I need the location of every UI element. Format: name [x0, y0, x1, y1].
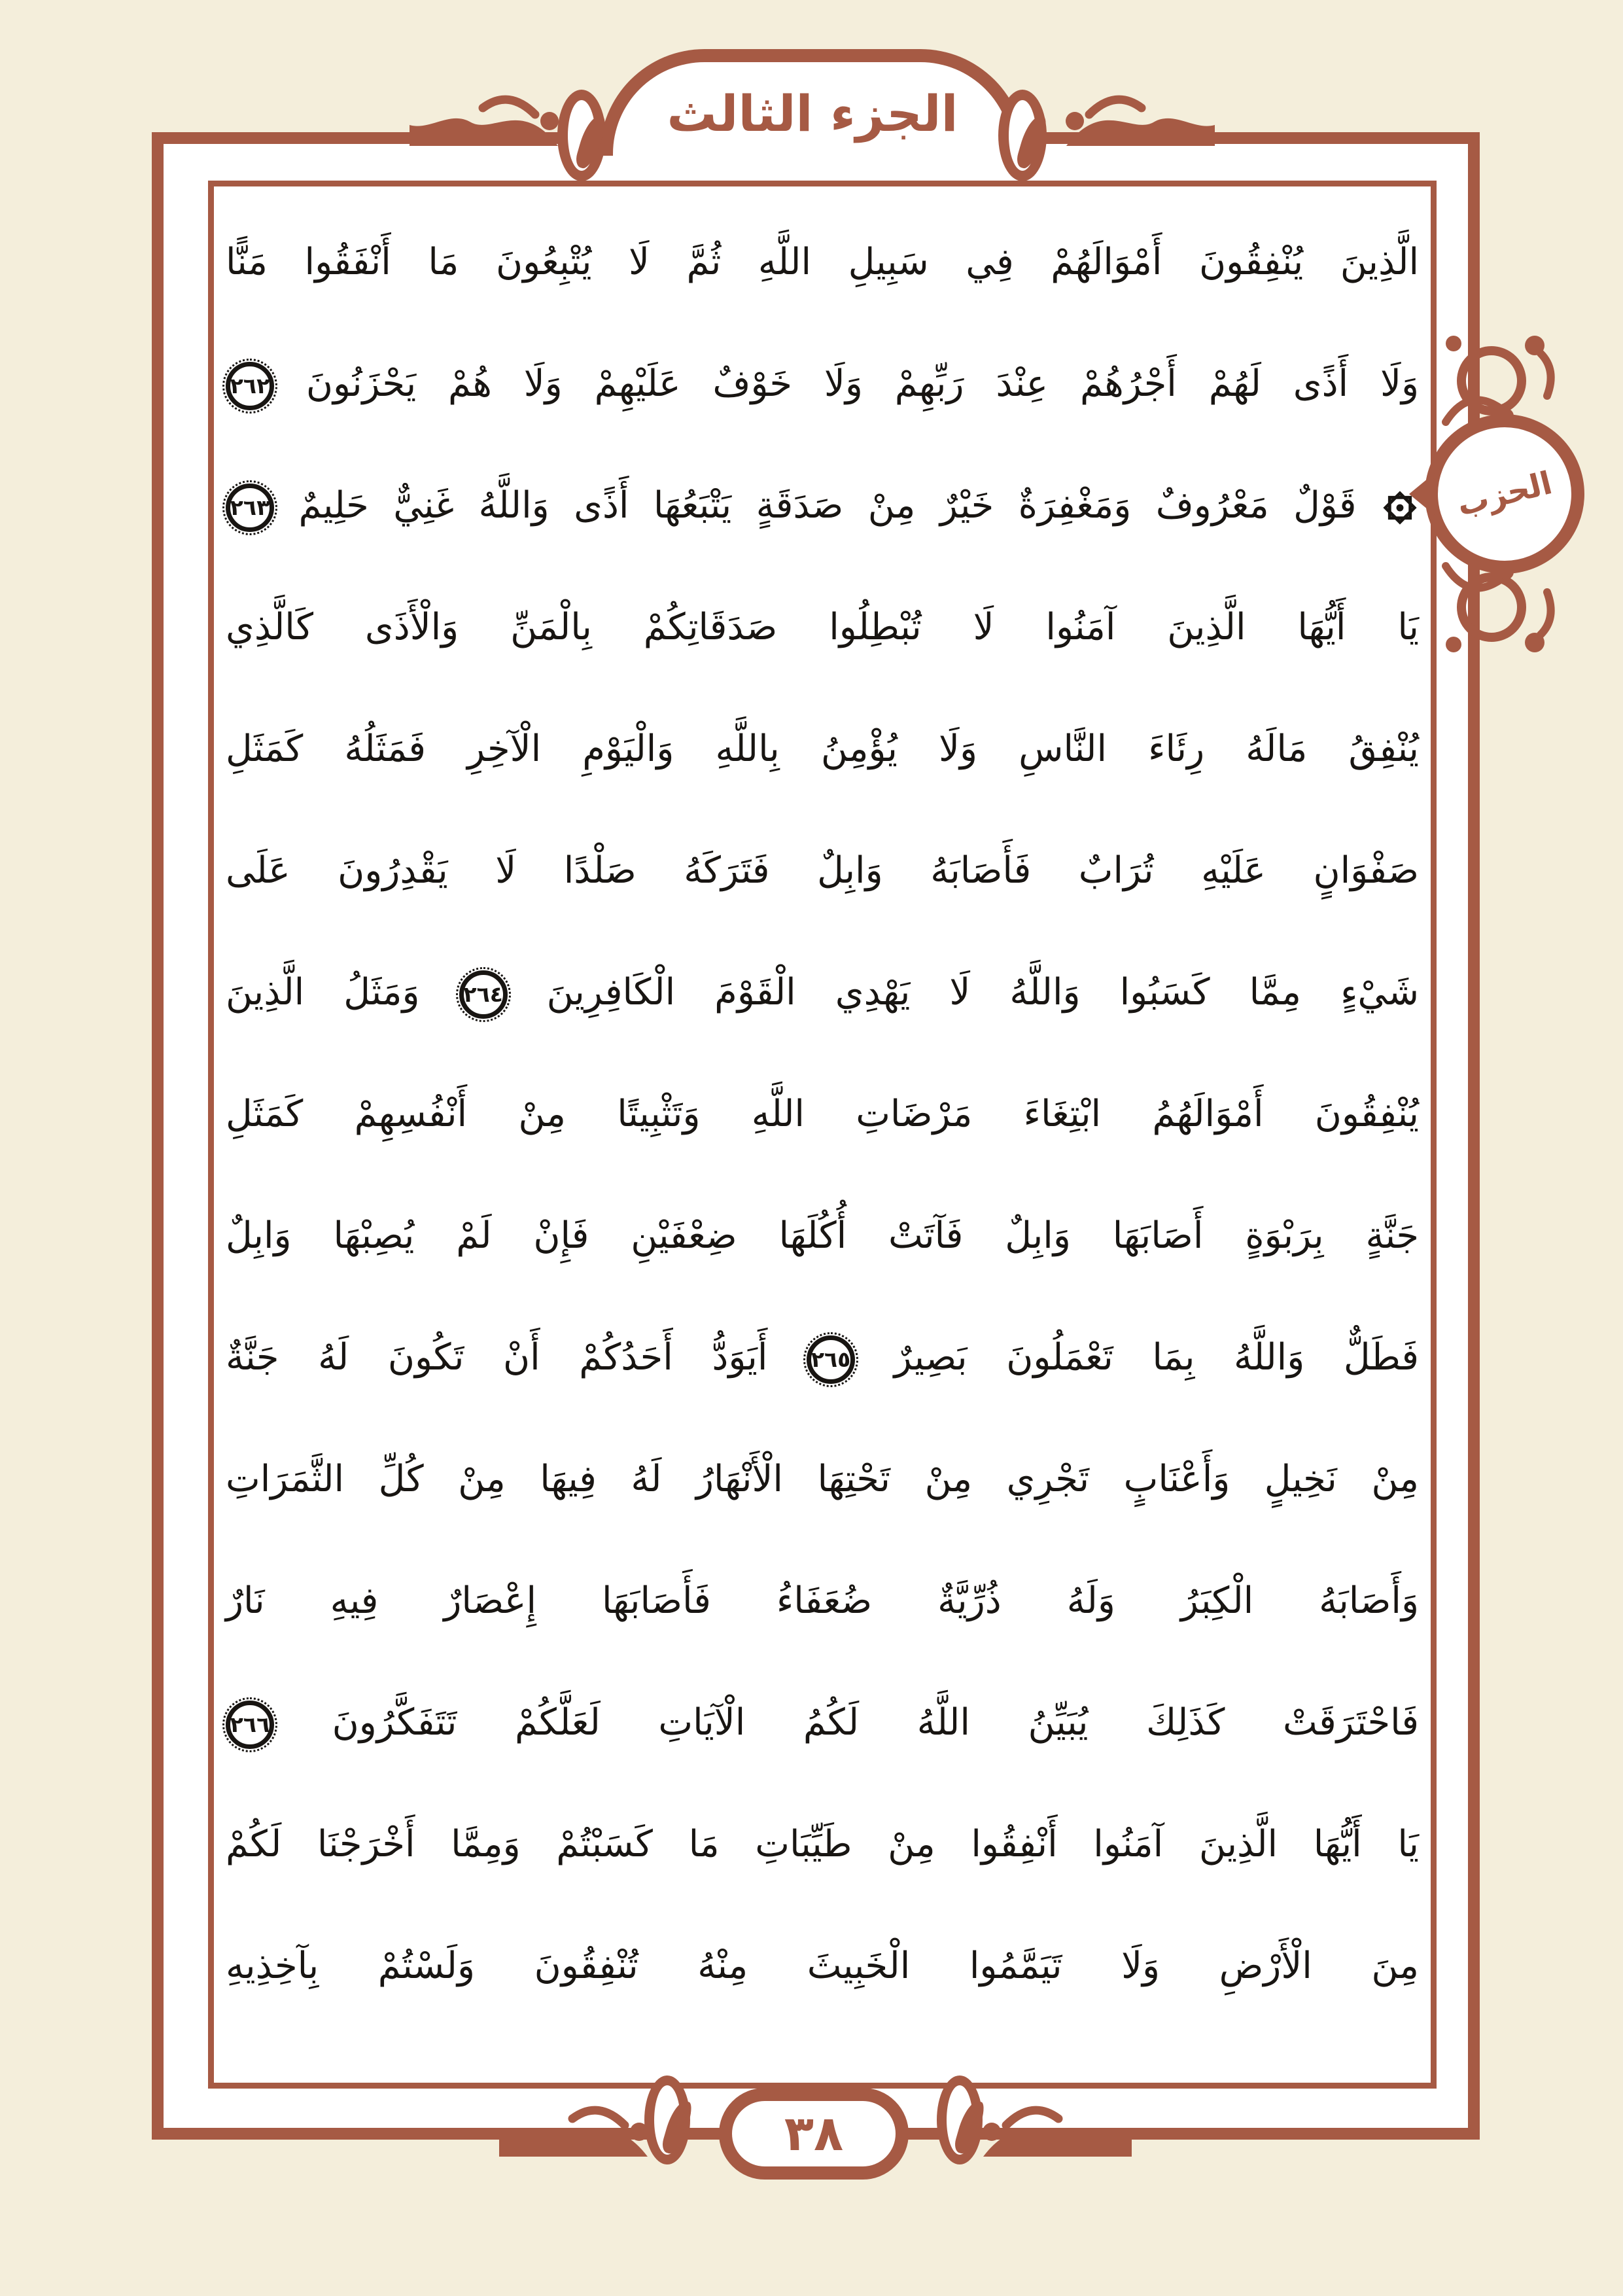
ayah-text: وَأَصَابَهُ الْكِبَرُ وَلَهُ ذُرِّيَّةٌ ضُعَفَاءُ فَأَصَابَهَا إِعْصَارٌ فِيهِ نَارٌ: [226, 1580, 1419, 1622]
quran-line: [226, 1540, 1419, 1662]
verse-number-badge: ٢٦٥: [807, 1335, 855, 1384]
page-number: ٣٨: [784, 2106, 844, 2162]
verse-number-badge: ٢٦٤: [459, 970, 508, 1019]
quran-line: [226, 1662, 1419, 1784]
quran-line: [226, 1297, 1419, 1419]
ayah-text: يَا أَيُّهَا الَّذِينَ آمَنُوا لَا تُبْطِلُوا صَدَقَاتِكُمْ بِالْمَنِّ وَالْأَذَى كَالَّذِي: [226, 606, 1419, 648]
footer-leaf-oval-icon: [937, 2075, 983, 2164]
verse-number-badge: ٢٦٦: [226, 1701, 274, 1749]
footer-leaf-oval-icon: [644, 2075, 690, 2164]
verse-number-badge: ٢٦٣: [226, 484, 274, 532]
juz-title: الجزء الثالث: [667, 84, 958, 143]
ayah-text: فَطَلٌّ وَاللَّهُ بِمَا تَعْمَلُونَ بَصِيرٌ: [894, 1336, 1419, 1379]
quran-line: [226, 202, 1419, 323]
quran-line: [226, 567, 1419, 688]
ayah-text: الَّذِينَ يُنْفِقُونَ أَمْوَالَهُمْ فِي سَبِيلِ اللَّهِ ثُمَّ لَا يُتْبِعُونَ مَا أَنْفَقُوا مَنًّا: [226, 241, 1419, 283]
hizb-medallion-label: الحزب: [1453, 465, 1556, 523]
header-flourish-icon: [1063, 69, 1220, 167]
ayah-text: يُنْفِقُ مَالَهُ رِئَاءَ النَّاسِ وَلَا يُؤْمِنُ بِاللَّهِ وَالْيَوْمِ الْآخِرِ فَمَثَلُهُ كَمَثَلِ: [226, 728, 1419, 770]
quran-line: [226, 1419, 1419, 1540]
ayah-text: يَا أَيُّهَا الَّذِينَ آمَنُوا أَنْفِقُوا مِنْ طَيِّبَاتِ مَا كَسَبْتُمْ وَمِمَّا أَخْرَجْنَا لَكُمْ: [226, 1823, 1419, 1865]
footer-flourish-icon: [980, 2079, 1137, 2178]
quran-line: [226, 1905, 1419, 2027]
quran-line: [226, 445, 1419, 567]
quran-line: [226, 1784, 1419, 1905]
ayah-text: مِنَ الْأَرْضِ وَلَا تَيَمَّمُوا الْخَبِيثَ مِنْهُ تُنْفِقُونَ وَلَسْتُمْ بِآخِذِيهِ: [226, 1945, 1419, 1987]
quran-line: [226, 932, 1419, 1053]
ayah-text: مِنْ نَخِيلٍ وَأَعْنَابٍ تَجْرِي مِنْ تَحْتِهَا الْأَنْهَارُ لَهُ فِيهَا مِنْ كُلِّ الثَّمَرَاتِ: [226, 1458, 1419, 1500]
ayah-text: أَيَوَدُّ أَحَدُكُمْ أَنْ تَكُونَ لَهُ جَنَّةٌ: [226, 1336, 768, 1379]
quran-line: [226, 1175, 1419, 1297]
juz-title-cartouche: [600, 49, 1025, 156]
ayah-text: يُنْفِقُونَ أَمْوَالَهُمُ ابْتِغَاءَ مَرْضَاتِ اللَّهِ وَتَثْبِيتًا مِنْ أَنْفُسِهِمْ كَمَثَلِ: [226, 1093, 1419, 1135]
header-leaf-oval-icon: [998, 90, 1047, 181]
verse-number-badge: ٢٦٢: [226, 362, 274, 410]
ayah-text: وَمَثَلُ الَّذِينَ: [226, 971, 420, 1014]
quran-text-block: [226, 202, 1419, 2028]
footer-flourish-icon: [494, 2079, 651, 2178]
quran-line: [226, 323, 1419, 445]
page-number-cartouche: [719, 2088, 909, 2180]
header-leaf-oval-icon: [557, 90, 606, 181]
ayah-text: قَوْلٌ مَعْرُوفٌ وَمَغْفِرَةٌ خَيْرٌ مِنْ صَدَقَةٍ يَتْبَعُهَا أَذًى وَاللَّهُ غَنِيٌّ حَلِيمٌ: [298, 484, 1357, 527]
ayah-text: فَاحْتَرَقَتْ كَذَلِكَ يُبَيِّنُ اللَّهُ لَكُمُ الْآيَاتِ لَعَلَّكُمْ تَتَفَكَّرُونَ: [332, 1701, 1419, 1744]
ayah-text: جَنَّةٍ بِرَبْوَةٍ أَصَابَهَا وَابِلٌ فَآتَتْ أُكُلَهَا ضِعْفَيْنِ فَإِنْ لَمْ يُصِبْهَا وَابِلٌ: [226, 1214, 1419, 1257]
ayah-text: شَيْءٍ مِمَّا كَسَبُوا وَاللَّهُ لَا يَهْدِي الْقَوْمَ الْكَافِرِينَ: [546, 971, 1419, 1014]
quran-line: [226, 688, 1419, 810]
ayah-text: وَلَا أَذًى لَهُمْ أَجْرُهُمْ عِنْدَ رَبِّهِمْ وَلَا خَوْفٌ عَلَيْهِمْ وَلَا هُمْ يَحْزَنُونَ: [305, 362, 1419, 405]
quran-line: [226, 1053, 1419, 1175]
quran-line: [226, 810, 1419, 932]
ayah-text: صَفْوَانٍ عَلَيْهِ تُرَابٌ فَأَصَابَهُ وَابِلٌ فَتَرَكَهُ صَلْدًا لَا يَقْدِرُونَ عَلَى: [226, 849, 1419, 892]
header-flourish-icon: [404, 69, 561, 167]
